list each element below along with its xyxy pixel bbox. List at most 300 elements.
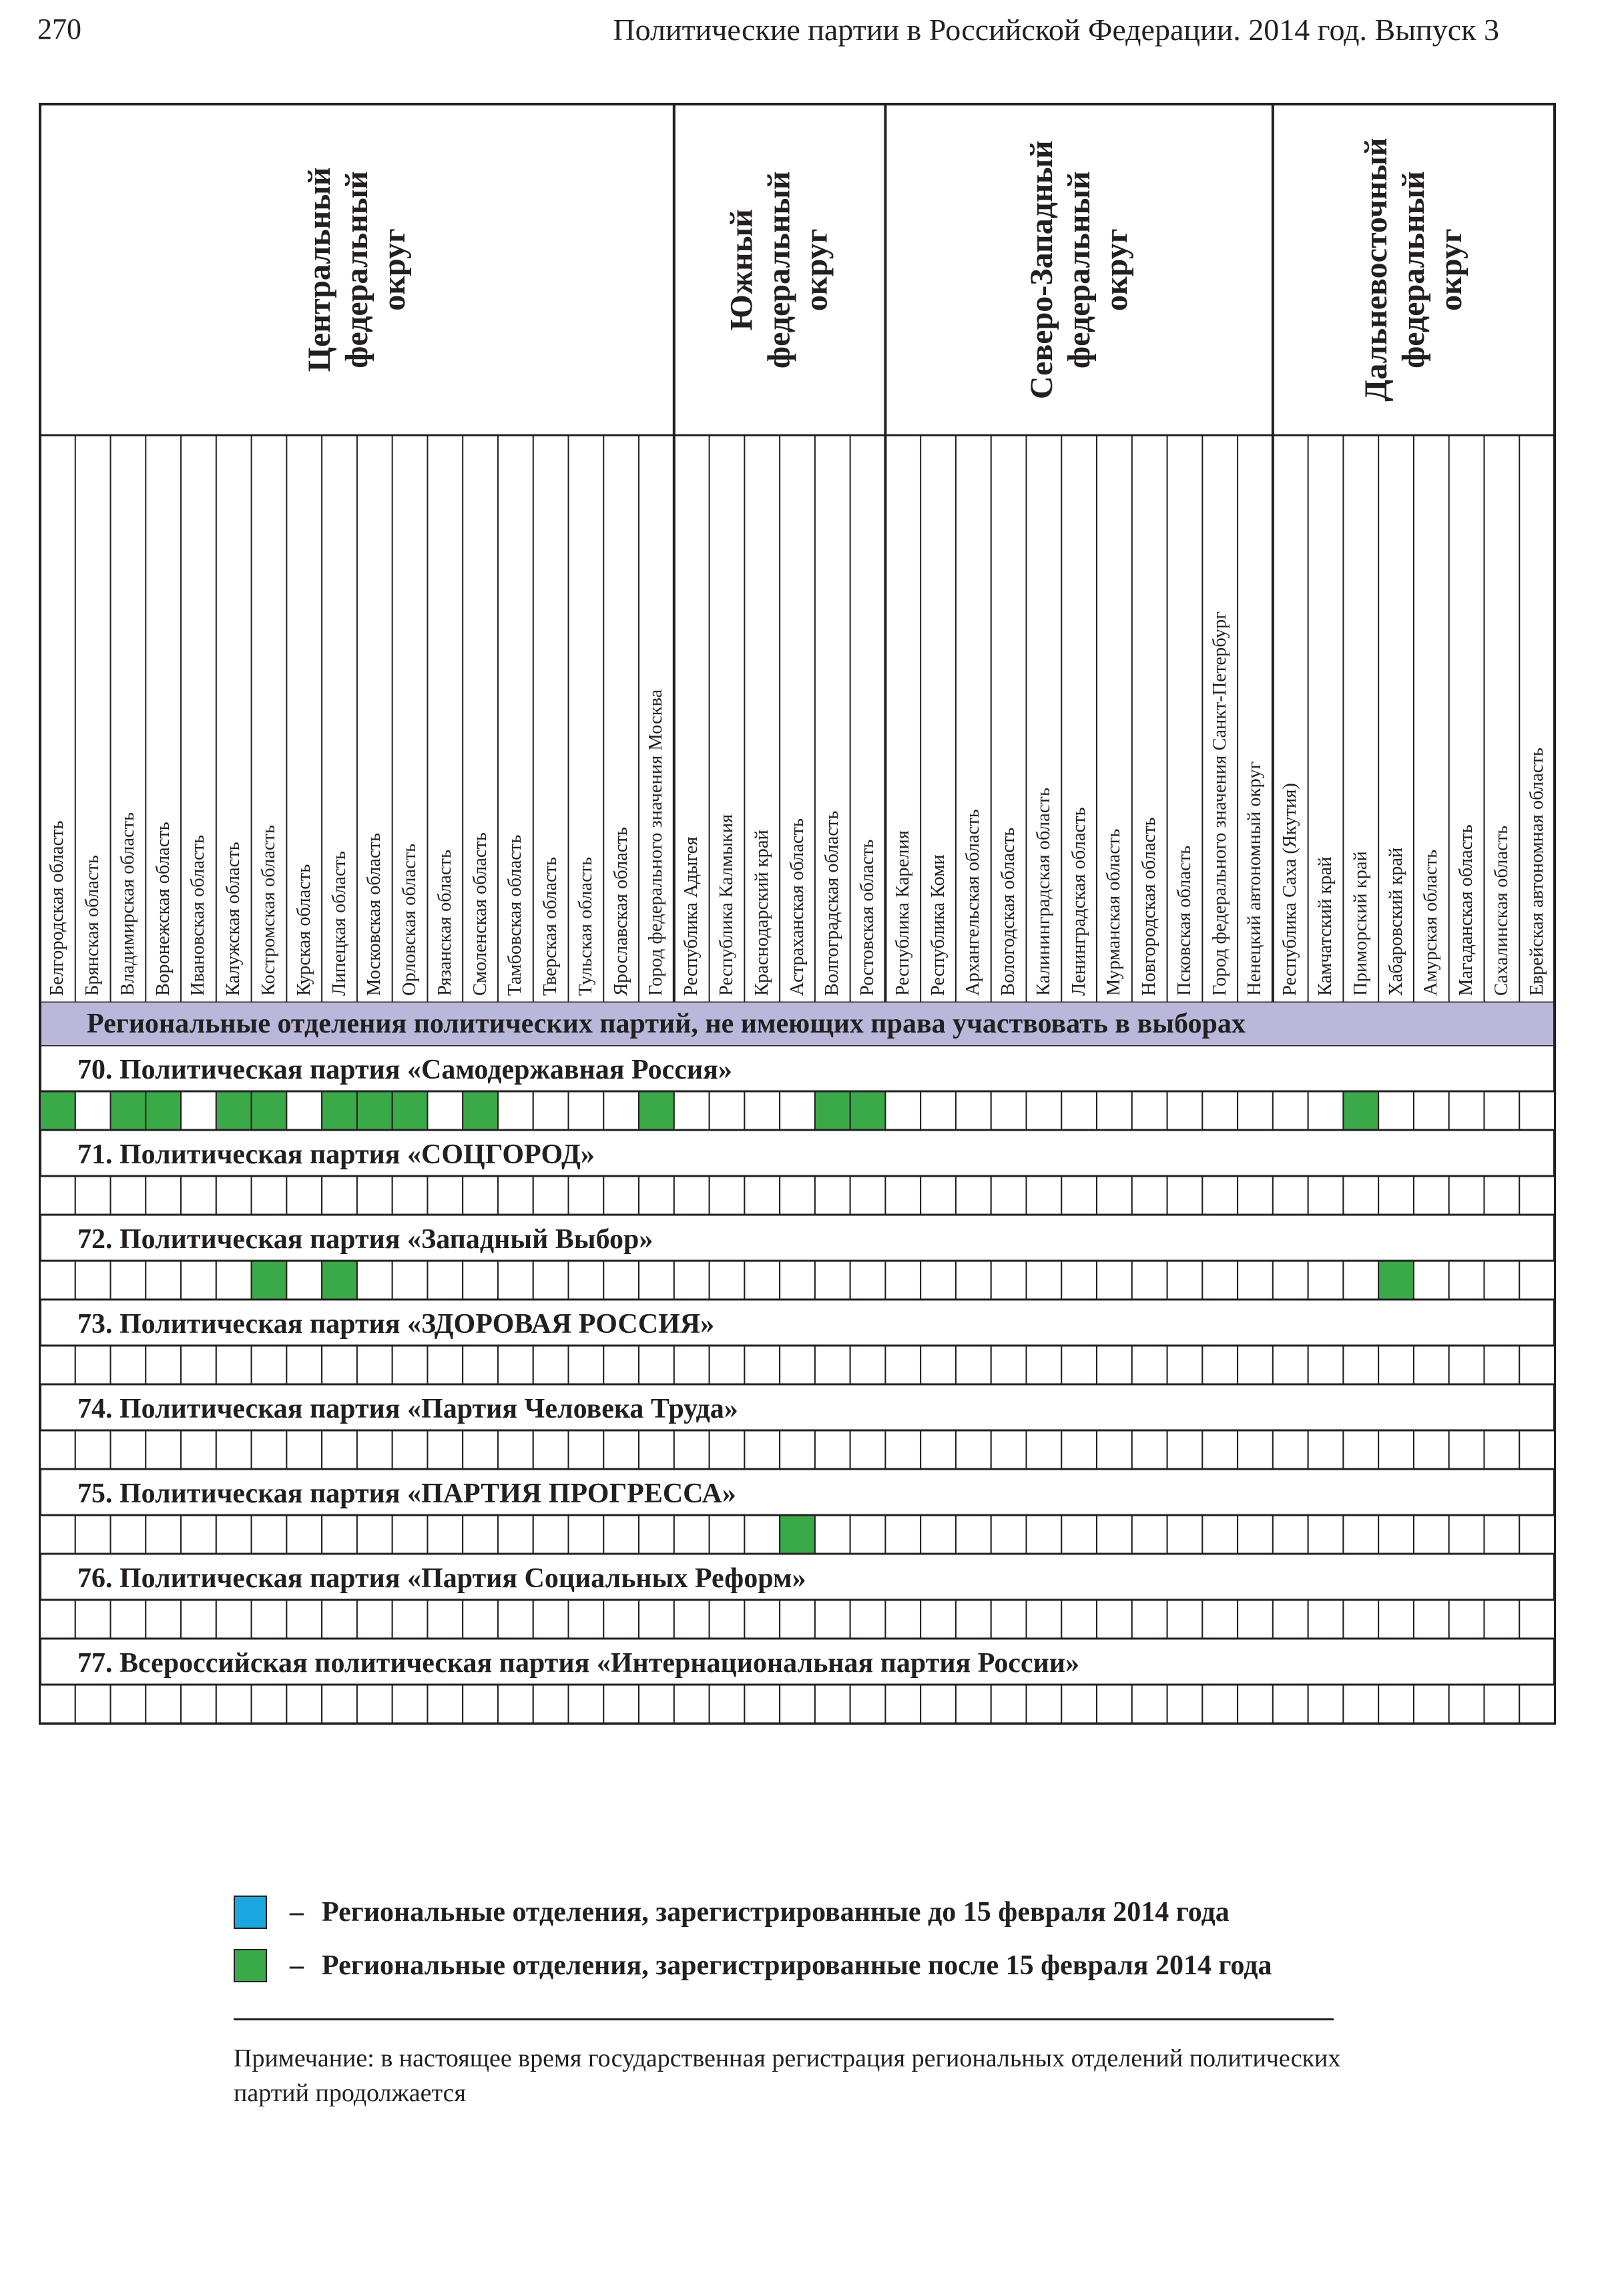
region-label: Краснодарский край [751, 830, 772, 996]
party-region-cell [1414, 1091, 1449, 1130]
party-region-cell [427, 1346, 463, 1384]
party-region-cell [1414, 1176, 1449, 1215]
party-region-cell [498, 1430, 533, 1469]
party-region-cell [111, 1430, 146, 1469]
party-title: 74. Политическая партия «Партия Человека Труда» [77, 1394, 738, 1424]
party-region-cell [146, 1515, 181, 1554]
party-region-cell [815, 1515, 850, 1554]
party-region-cell [75, 1600, 111, 1639]
party-region-cell [146, 1346, 181, 1384]
party-region-cell [533, 1091, 569, 1130]
party-region-cell [1414, 1600, 1449, 1639]
party-region-cell [744, 1515, 780, 1554]
party-region-cell [1273, 1346, 1308, 1384]
party-region-cell [357, 1600, 392, 1639]
party-region-cell [1132, 1430, 1167, 1469]
party-region-cell [181, 1091, 216, 1130]
region-label: Мурманская область [1103, 828, 1125, 996]
blue-swatch-icon [234, 1896, 267, 1929]
party-region-cell [1238, 1600, 1273, 1639]
party-region-cell [1449, 1430, 1485, 1469]
party-region-cell [1378, 1176, 1414, 1215]
party-region-cell [75, 1430, 111, 1469]
district-label [40, 107, 674, 433]
party-region-cell [252, 1685, 287, 1723]
party-region-cell [991, 1091, 1027, 1130]
region-label: Тамбовская область [505, 834, 526, 996]
party-region-cell [1202, 1600, 1238, 1639]
party-region-cell [1202, 1685, 1238, 1723]
party-region-cell [1202, 1430, 1238, 1469]
party-region-cell [392, 1515, 428, 1554]
party-region-cell [850, 1261, 886, 1300]
green-swatch-icon [234, 1949, 267, 1982]
party-region-cell [1167, 1600, 1203, 1639]
district-label-line: округ [1098, 228, 1134, 311]
party-region-cell [392, 1600, 428, 1639]
party-region-cell [639, 1091, 674, 1130]
party-region-cell [639, 1261, 674, 1300]
district-label-line: федеральный [1061, 171, 1097, 368]
party-region-cell [1343, 1430, 1378, 1469]
region-label: Воронежская область [152, 822, 174, 996]
party-region-cell [392, 1091, 428, 1130]
party-region-cell [1519, 1430, 1555, 1469]
party-region-cell [216, 1515, 252, 1554]
party-region-cell [463, 1685, 498, 1723]
party-region-cell [991, 1430, 1027, 1469]
party-region-cell [1484, 1176, 1519, 1215]
party-region-cell [1449, 1346, 1485, 1384]
party-region-cell [75, 1261, 111, 1300]
party-region-cell [252, 1346, 287, 1384]
party-region-cell [1308, 1261, 1344, 1300]
party-region-cell [533, 1176, 569, 1215]
party-region-cell [1484, 1091, 1519, 1130]
party-title: 70. Политическая партия «Самодержавная Россия» [77, 1055, 732, 1085]
party-region-cell [1167, 1515, 1203, 1554]
party-region-cell [710, 1261, 745, 1300]
party-region-cell [569, 1346, 604, 1384]
party-region-cell [498, 1685, 533, 1723]
region-label: Белгородская область [47, 820, 68, 996]
party-region-cell [1519, 1176, 1555, 1215]
party-region-cell [1097, 1176, 1132, 1215]
party-region-cell [216, 1091, 252, 1130]
party-region-cell [1449, 1091, 1485, 1130]
party-region-cell [1132, 1091, 1167, 1130]
party-region-cell [322, 1091, 357, 1130]
party-region-cell [357, 1091, 392, 1130]
party-region-cell [40, 1515, 75, 1554]
party-region-cell [322, 1261, 357, 1300]
party-region-cell [1484, 1600, 1519, 1639]
party-title: 77. Всероссийская политическая партия «Интернациональная партия России» [77, 1648, 1080, 1679]
region-label: Новгородская область [1138, 817, 1159, 996]
district-label-line: Южный [724, 208, 760, 331]
party-title: 71. Политическая партия «СОЦГОРОД» [77, 1139, 595, 1170]
party-region-cell [216, 1685, 252, 1723]
party-region-cell [815, 1600, 850, 1639]
region-label: Астраханская область [786, 818, 808, 996]
party-region-cell [1026, 1091, 1061, 1130]
party-region-cell [111, 1600, 146, 1639]
party-region-cell [956, 1600, 991, 1639]
party-region-cell [181, 1600, 216, 1639]
party-region-cell [286, 1430, 322, 1469]
region-label: Город федерального значения Москва [645, 689, 667, 996]
party-region-cell [1308, 1430, 1344, 1469]
party-region-cell [40, 1091, 75, 1130]
party-region-cell [1132, 1346, 1167, 1384]
party-region-cell [569, 1515, 604, 1554]
party-region-cell [639, 1685, 674, 1723]
registration-table [39, 104, 1556, 1725]
party-region-cell [146, 1176, 181, 1215]
party-region-cell [1378, 1685, 1414, 1723]
party-region-cell [991, 1600, 1027, 1639]
party-region-cell [1167, 1176, 1203, 1215]
party-region-cell [956, 1346, 991, 1384]
party-region-cell [1026, 1685, 1061, 1723]
party-region-cell [427, 1430, 463, 1469]
party-region-cell [603, 1091, 639, 1130]
party-region-cell [75, 1346, 111, 1384]
party-region-cell [1167, 1685, 1203, 1723]
party-region-cell [920, 1346, 956, 1384]
party-region-cell [111, 1515, 146, 1554]
party-region-cell [674, 1261, 710, 1300]
party-region-cell [744, 1685, 780, 1723]
party-region-cell [286, 1685, 322, 1723]
legend-dash: – [290, 1897, 304, 1928]
party-region-cell [40, 1261, 75, 1300]
party-region-cell [1519, 1346, 1555, 1384]
party-region-cell [1273, 1176, 1308, 1215]
party-region-cell [815, 1430, 850, 1469]
party-region-cell [392, 1685, 428, 1723]
region-label: Магаданская область [1455, 824, 1477, 996]
region-label: Ярославская область [610, 827, 631, 996]
region-label: Ростовская область [856, 839, 878, 996]
party-region-cell [40, 1176, 75, 1215]
party-region-cell [780, 1261, 815, 1300]
region-label: Калининградская область [1033, 788, 1054, 996]
party-region-cell [181, 1430, 216, 1469]
legend-item-green [234, 1949, 1342, 1988]
party-region-cell [1132, 1261, 1167, 1300]
party-region-cell [111, 1261, 146, 1300]
party-region-cell [780, 1091, 815, 1130]
region-label: Город федерального значения Санкт-Петербург [1209, 611, 1230, 996]
party-region-cell [1519, 1600, 1555, 1639]
party-region-cell [1167, 1261, 1203, 1300]
party-region-cell [498, 1600, 533, 1639]
party-region-cell [569, 1600, 604, 1639]
party-region-cell [1202, 1261, 1238, 1300]
party-region-cell [1097, 1600, 1132, 1639]
party-region-cell [40, 1430, 75, 1469]
party-region-cell [850, 1600, 886, 1639]
party-region-cell [1308, 1685, 1344, 1723]
party-region-cell [885, 1176, 920, 1215]
region-label: Орловская область [398, 843, 420, 996]
party-region-cell [1519, 1685, 1555, 1723]
party-region-cell [920, 1685, 956, 1723]
party-region-cell [322, 1176, 357, 1215]
party-region-cell [744, 1600, 780, 1639]
region-label: Курская область [293, 864, 314, 996]
party-region-cell [1167, 1430, 1203, 1469]
district-label [674, 107, 886, 433]
party-region-cell [533, 1346, 569, 1384]
region-label: Республика Коми [927, 854, 949, 996]
region-label: Липецкая область [328, 850, 350, 996]
party-region-cell [252, 1176, 287, 1215]
party-region-cell [181, 1176, 216, 1215]
party-region-cell [40, 1600, 75, 1639]
region-label: Московская область [364, 832, 385, 996]
party-region-cell [1414, 1261, 1449, 1300]
party-region-cell [744, 1091, 780, 1130]
region-label: Ленинградская область [1068, 807, 1089, 996]
party-region-cell [1238, 1430, 1273, 1469]
party-region-cell [710, 1176, 745, 1215]
region-label: Республика Карелия [892, 830, 913, 996]
party-region-cell [1202, 1515, 1238, 1554]
party-region-cell [956, 1515, 991, 1554]
party-region-cell [1484, 1346, 1519, 1384]
party-region-cell [1273, 1091, 1308, 1130]
party-region-cell [463, 1515, 498, 1554]
party-region-cell [322, 1685, 357, 1723]
party-region-cell [75, 1685, 111, 1723]
region-label: Еврейская автономная область [1526, 748, 1547, 996]
party-region-cell [1026, 1346, 1061, 1384]
party-region-cell [252, 1430, 287, 1469]
party-region-cell [392, 1261, 428, 1300]
party-region-cell [1061, 1685, 1097, 1723]
party-region-cell [498, 1091, 533, 1130]
party-region-cell [111, 1176, 146, 1215]
party-region-cell [780, 1685, 815, 1723]
party-region-cell [674, 1685, 710, 1723]
party-region-cell [885, 1091, 920, 1130]
party-region-cell [427, 1176, 463, 1215]
district-label-line: федеральный [1395, 171, 1431, 368]
party-region-cell [216, 1346, 252, 1384]
party-region-cell [674, 1600, 710, 1639]
party-region-cell [1026, 1515, 1061, 1554]
party-region-cell [498, 1176, 533, 1215]
party-region-cell [1061, 1346, 1097, 1384]
party-region-cell [780, 1600, 815, 1639]
party-region-cell [427, 1600, 463, 1639]
party-region-cell [1026, 1176, 1061, 1215]
party-region-cell [710, 1685, 745, 1723]
party-region-cell [216, 1430, 252, 1469]
party-region-cell [920, 1091, 956, 1130]
region-label: Сахалинская область [1491, 825, 1512, 996]
party-region-cell [463, 1091, 498, 1130]
region-label: Республика Адыгея [680, 836, 702, 996]
region-label: Псковская область [1173, 845, 1195, 996]
party-region-cell [956, 1430, 991, 1469]
district-label-line: федеральный [762, 171, 798, 368]
region-label: Приморский край [1350, 851, 1371, 996]
party-region-cell [569, 1176, 604, 1215]
region-label: Тульская область [575, 856, 596, 996]
party-region-cell [1167, 1091, 1203, 1130]
party-region-cell [1026, 1430, 1061, 1469]
party-region-cell [322, 1346, 357, 1384]
party-region-cell [1061, 1600, 1097, 1639]
party-region-cell [146, 1430, 181, 1469]
party-region-cell [920, 1261, 956, 1300]
party-region-cell [674, 1346, 710, 1384]
party-region-cell [639, 1346, 674, 1384]
party-region-cell [956, 1685, 991, 1723]
party-region-cell [569, 1261, 604, 1300]
region-label: Рязанская область [434, 850, 455, 996]
party-region-cell [1308, 1176, 1344, 1215]
legend-dash: – [290, 1950, 304, 1981]
party-region-cell [322, 1600, 357, 1639]
party-region-cell [286, 1261, 322, 1300]
party-region-cell [674, 1091, 710, 1130]
party-region-cell [639, 1515, 674, 1554]
party-region-cell [427, 1685, 463, 1723]
region-label: Вологодская область [997, 827, 1019, 996]
party-region-cell [1414, 1515, 1449, 1554]
region-label: Архангельская область [963, 809, 984, 996]
region-label: Тверская область [539, 856, 561, 996]
party-region-cell [427, 1515, 463, 1554]
party-region-cell [392, 1430, 428, 1469]
party-region-cell [498, 1515, 533, 1554]
party-region-cell [1414, 1685, 1449, 1723]
party-region-cell [1273, 1430, 1308, 1469]
region-label: Республика Калмыкия [716, 814, 737, 996]
party-region-cell [1414, 1346, 1449, 1384]
party-region-cell [991, 1685, 1027, 1723]
party-region-cell [1061, 1261, 1097, 1300]
party-region-cell [956, 1176, 991, 1215]
party-region-cell [1378, 1600, 1414, 1639]
party-region-cell [286, 1091, 322, 1130]
party-region-cell [75, 1091, 111, 1130]
legend-label-blue: Региональные отделения, зарегистрированные до 15 февраля 2014 года [322, 1897, 1230, 1928]
district-label [885, 107, 1272, 433]
party-region-cell [1449, 1515, 1485, 1554]
party-region-cell [1273, 1261, 1308, 1300]
party-region-cell [498, 1261, 533, 1300]
party-region-cell [815, 1346, 850, 1384]
party-region-cell [920, 1176, 956, 1215]
party-region-cell [1097, 1515, 1132, 1554]
region-label: Волгоградская область [822, 810, 843, 996]
region-label: Костромская область [258, 825, 279, 996]
party-region-cell [744, 1176, 780, 1215]
party-region-cell [1484, 1685, 1519, 1723]
party-region-cell [1026, 1600, 1061, 1639]
party-region-cell [1378, 1430, 1414, 1469]
party-region-cell [463, 1430, 498, 1469]
party-region-cell [850, 1176, 886, 1215]
district-label-line: округ [376, 228, 412, 311]
party-region-cell [1097, 1346, 1132, 1384]
party-region-cell [1343, 1091, 1378, 1130]
divider [234, 2018, 1334, 2020]
region-label: Ивановская область [188, 834, 209, 996]
party-region-cell [463, 1176, 498, 1215]
party-region-cell [1097, 1261, 1132, 1300]
party-region-cell [1484, 1261, 1519, 1300]
party-region-cell [1378, 1091, 1414, 1130]
party-region-cell [357, 1685, 392, 1723]
district-label-line: Центральный [301, 167, 337, 372]
party-region-cell [674, 1176, 710, 1215]
party-region-cell [322, 1515, 357, 1554]
party-region-cell [357, 1346, 392, 1384]
party-region-cell [639, 1600, 674, 1639]
party-region-cell [603, 1430, 639, 1469]
party-region-cell [885, 1261, 920, 1300]
party-region-cell [780, 1346, 815, 1384]
party-region-cell [1449, 1176, 1485, 1215]
page-header [0, 0, 1602, 80]
party-region-cell [1202, 1176, 1238, 1215]
party-region-cell [146, 1685, 181, 1723]
party-region-cell [710, 1091, 745, 1130]
party-region-cell [885, 1430, 920, 1469]
party-region-cell [815, 1261, 850, 1300]
party-region-cell [533, 1430, 569, 1469]
district-label-line: округ [799, 228, 835, 311]
party-region-cell [1449, 1261, 1485, 1300]
party-region-cell [1026, 1261, 1061, 1300]
party-region-cell [780, 1515, 815, 1554]
party-region-cell [850, 1346, 886, 1384]
party-region-cell [569, 1430, 604, 1469]
party-region-cell [463, 1261, 498, 1300]
party-region-cell [252, 1091, 287, 1130]
party-region-cell [111, 1685, 146, 1723]
party-region-cell [1238, 1515, 1273, 1554]
party-region-cell [815, 1685, 850, 1723]
party-region-cell [463, 1346, 498, 1384]
party-region-cell [780, 1430, 815, 1469]
party-region-cell [252, 1261, 287, 1300]
party-region-cell [920, 1600, 956, 1639]
party-region-cell [1484, 1515, 1519, 1554]
party-region-cell [427, 1091, 463, 1130]
party-region-cell [1273, 1600, 1308, 1639]
party-region-cell [1273, 1685, 1308, 1723]
party-region-cell [146, 1600, 181, 1639]
party-region-cell [1097, 1430, 1132, 1469]
party-region-cell [286, 1600, 322, 1639]
district-label-line: Северо-Западный [1023, 140, 1059, 399]
party-region-cell [1343, 1515, 1378, 1554]
party-region-cell [885, 1346, 920, 1384]
party-region-cell [533, 1515, 569, 1554]
party-region-cell [710, 1600, 745, 1639]
party-region-cell [603, 1600, 639, 1639]
party-region-cell [1414, 1430, 1449, 1469]
party-region-cell [1097, 1685, 1132, 1723]
party-region-cell [252, 1600, 287, 1639]
